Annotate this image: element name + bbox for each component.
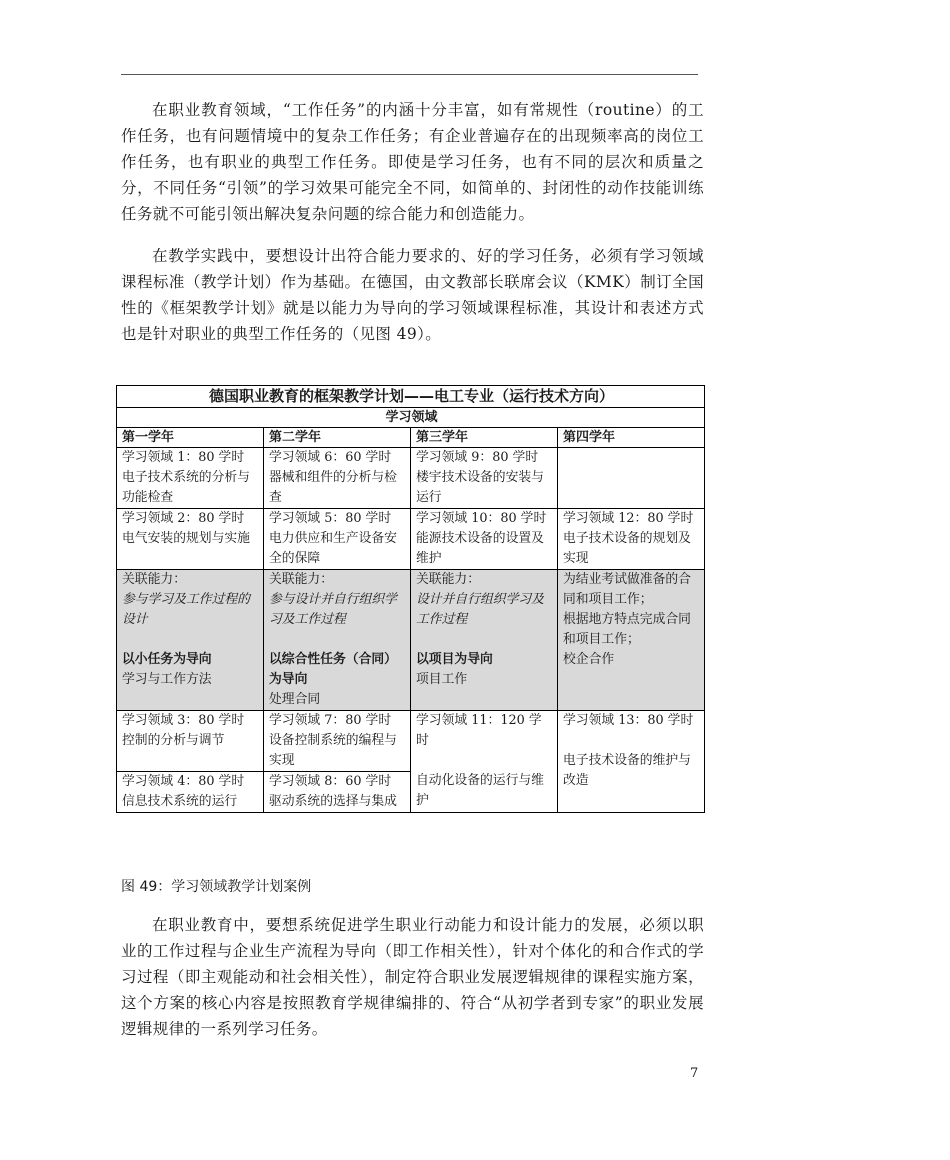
competence-text: 参与设计并自行组织学习及工作过程 (269, 592, 397, 627)
curriculum-table (116, 385, 705, 813)
competence-text: 设计并自行组织学习及工作过程 (416, 592, 544, 627)
table-subtitle: 学习领域 (117, 408, 705, 428)
table-cell: 学习领域 10：80 学时 能源技术设备的设置及维护 (411, 509, 558, 570)
method-text: 学习与工作方法 (122, 672, 212, 687)
year4-text: 校企合作 (563, 652, 615, 667)
header-rule (121, 74, 698, 75)
competence-label: 关联能力： (122, 572, 186, 587)
table-cell: 学习领域 4：80 学时 信息技术系统的运行 (117, 772, 264, 813)
table-row (117, 509, 705, 570)
table-cell: 学习领域 1：80 学时 电子技术系统的分析与功能检查 (117, 448, 264, 509)
year-header: 第一学年 (117, 428, 264, 448)
year4-text: 根据地方特点完成合同和项目工作； (563, 612, 691, 647)
year-header: 第三学年 (411, 428, 558, 448)
table-cell (558, 448, 705, 509)
competence-cell (411, 570, 558, 711)
orientation-text: 以项目为导向 (416, 652, 493, 667)
table-row (117, 711, 705, 772)
table-cell (558, 711, 705, 813)
competence-label: 关联能力： (269, 572, 333, 587)
paragraph-2: 在教学实践中，要想设计出符合能力要求的、好的学习任务，必须有学习领域课程标准（教学计划）作为基础。在德国，由文教部长联席会议（KMK）制订全国性的《框架教学计划》就是以能力为导向的学习领域课程标准，其设计和表述方式也是针对职业的典型工作任务的（见图 49）。 (121, 247, 704, 343)
table-cell: 学习领域 6：60 学时 器械和组件的分析与检查 (264, 448, 411, 509)
year-header-row (117, 428, 705, 448)
figure-caption: 图 49：学习领域教学计划案例 (121, 879, 312, 895)
page-number: 7 (690, 1066, 699, 1081)
orientation-text: 以综合性任务（合同）为导向 (269, 652, 397, 687)
table-row (117, 448, 705, 509)
table-cell: 学习领域 5：80 学时 电力供应和生产设备安全的保障 (264, 509, 411, 570)
table-cell: 学习领域 8：60 学时 驱动系统的选择与集成 (264, 772, 411, 813)
competence-cell (117, 570, 264, 711)
competence-label: 关联能力： (416, 572, 480, 587)
year-header: 第四学年 (558, 428, 705, 448)
table-title: 德国职业教育的框架教学计划——电工专业（运行技术方向） (117, 386, 705, 408)
year4-text: 为结业考试做准备的合同和项目工作； (563, 572, 691, 607)
table-cell: 学习领域 12：80 学时 电子技术设备的规划及实现 (558, 509, 705, 570)
cell-text: 自动化设备的运行与维护 (416, 773, 544, 808)
method-text: 项目工作 (416, 672, 468, 687)
table-cell: 学习领域 9：80 学时 楼宇技术设备的安装与运行 (411, 448, 558, 509)
cell-heading: 学习领域 13：80 学时 (563, 713, 694, 728)
competence-cell (264, 570, 411, 711)
table-cell (411, 711, 558, 813)
method-text: 处理合同 (269, 692, 321, 707)
cell-heading: 学习领域 11：120 学时 (416, 713, 542, 748)
competence-text: 参与学习及工作过程的设计 (122, 592, 250, 627)
year-header: 第二学年 (264, 428, 411, 448)
table-cell: 学习领域 3：80 学时 控制的分析与调节 (117, 711, 264, 772)
orientation-text: 以小任务为导向 (122, 652, 212, 667)
competence-row (117, 570, 705, 711)
paragraph-3: 在职业教育中，要想系统促进学生职业行动能力和设计能力的发展，必须以职业的工作过程与企业生产流程为导向（即工作相关性），针对个体化的和合作式的学习过程（即主观能动和社会相关性），制定符合职业发展逻辑规律的课程实施方案，这个方案的核心内容是按照教育学规律编排的、符合“从初学者到专家”的职业发展逻辑规律的一系列学习任务。 (121, 916, 704, 1038)
table-cell: 学习领域 7：80 学时 设备控制系统的编程与实现 (264, 711, 411, 772)
paragraph-1: 在职业教育领域，“工作任务”的内涵十分丰富，如有常规性（routine）的工作任务，也有问题情境中的复杂工作任务；有企业普遍存在的出现频率高的岗位工作任务，也有职业的典型工作任务。即使是学习任务，也有不同的层次和质量之分，不同任务“引领”的学习效果可能完全不同，如简单的、封闭性的动作技能训练任务就不可能引领出解决复杂问题的综合能力和创造能力。 (121, 101, 704, 223)
table-cell: 学习领域 2：80 学时 电气安装的规划与实施 (117, 509, 264, 570)
cell-text: 电子技术设备的维护与改造 (563, 753, 691, 788)
competence-cell (558, 570, 705, 711)
